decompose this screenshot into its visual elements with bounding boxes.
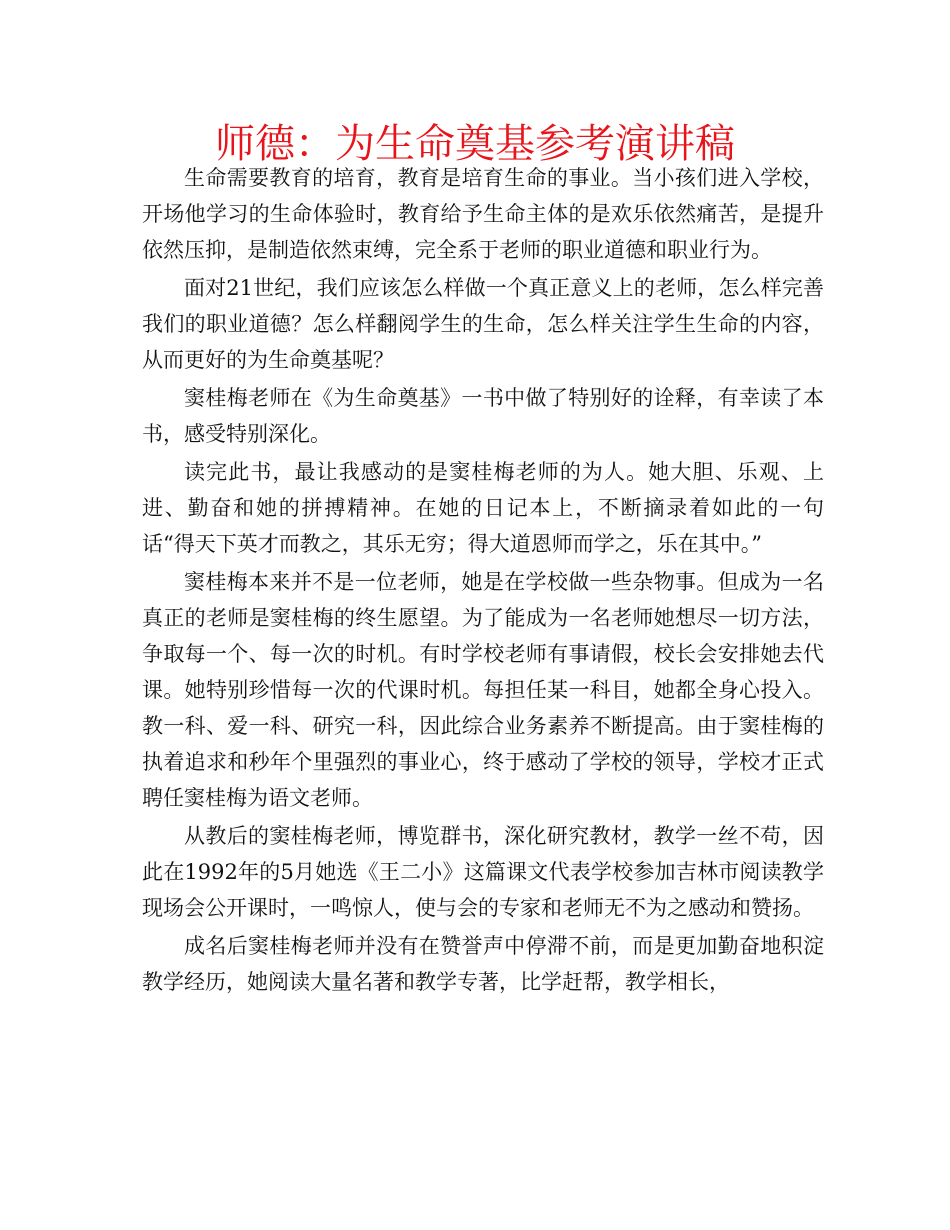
document-title: 师德：为生命奠基参考演讲稿 <box>215 121 735 167</box>
paragraph-4: 读完此书，最让我感动的是窦桂梅老师的为人。她大胆、乐观、上进、勤奋和她的拼搏精神。在她的日记本上，不断摘录着如此的一句话“得天下英才而教之，其乐无穷；得大道恩师而学之，乐在其中。” <box>142 460 824 556</box>
document-body <box>142 160 824 1002</box>
paragraph-7: 成名后窦桂梅老师并没有在赞誉声中停滞不前，而是更加勤奋地积淀教学经历，她阅读大量名著和教学专著，比学赶帮，教学相长， <box>142 934 824 994</box>
paragraph-6: 从教后的窦桂梅老师，博览群书，深化研究教材，教学一丝不苟，因此在1992年的5月她选《王二小》这篇课文代表学校参加吉林市阅读教学现场会公开课时，一鸣惊人，使与会的专家和老师无不为之感动和赞扬。 <box>142 824 824 920</box>
paragraph-1: 生命需要教育的培育，教育是培育生命的事业。当小孩们进入学校，开场他学习的生命体验时，教育给予生命主体的是欢乐依然痛苦，是提升依然压抑，是制造依然束缚，完全系于老师的职业道德和职业行为。 <box>142 166 824 262</box>
paragraph-3: 窦桂梅老师在《为生命奠基》一书中做了特别好的诠释，有幸读了本书，感受特别深化。 <box>142 386 824 446</box>
paragraph-2: 面对21世纪，我们应该怎么样做一个真正意义上的老师，怎么样完善我们的职业道德？怎么样翻阅学生的生命，怎么样关注学生生命的内容，从而更好的为生命奠基呢？ <box>142 276 824 372</box>
paragraph-5: 窦桂梅本来并不是一位老师，她是在学校做一些杂物事。但成为一名真正的老师是窦桂梅的终生愿望。为了能成为一名老师她想尽一切方法，争取每一个、每一次的时机。有时学校老师有事请假，校长会安排她去代课。她特别珍惜每一次的代课时机。每担任某一科目，她都全身心投入。教一科、爱一科、研究一科，因此综合业务素养不断提高。由于窦桂梅的执着追求和秒年个里强烈的事业心，终于感动了学校的领导，学校才正式聘任窦桂梅为语文老师。 <box>142 570 824 810</box>
